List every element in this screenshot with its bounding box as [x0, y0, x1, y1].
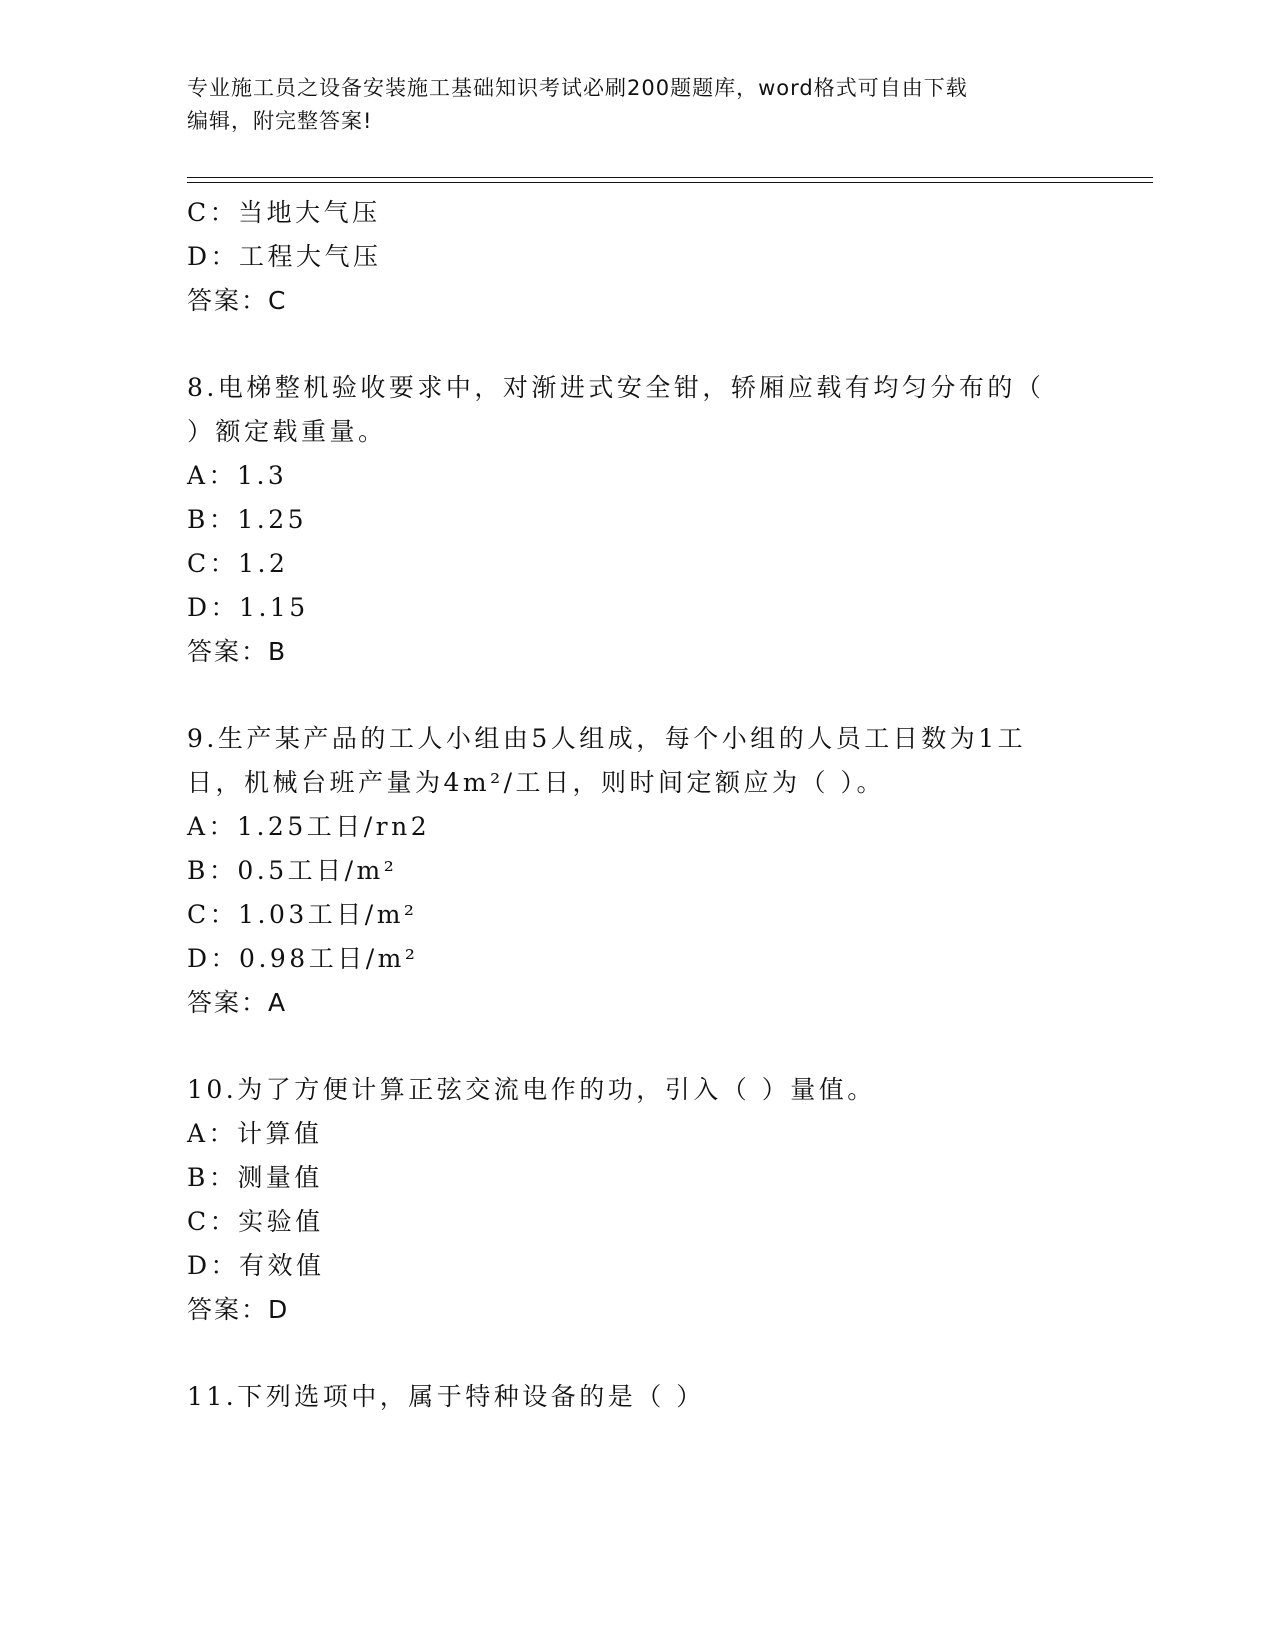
question-9-answer: 答案：A: [187, 988, 288, 1017]
question-9-stem-line-2: 日，机械台班产量为4m²/工日，则时间定额应为（ ）。: [187, 768, 886, 797]
option-c: C：当地大气压: [187, 198, 381, 227]
question-10-answer: 答案：D: [187, 1295, 290, 1324]
question-9-option-d: D：0.98工日/m²: [187, 944, 419, 973]
question-10-stem: 10.为了方便计算正弦交流电作的功，引入（ ）量值。: [187, 1075, 876, 1104]
question-9-option-b: B：0.5工日/m²: [187, 856, 398, 885]
question-11-stem: 11.下列选项中，属于特种设备的是（ ）: [187, 1382, 705, 1411]
document-header: [187, 72, 1067, 138]
question-8-option-d: D：1.15: [187, 593, 309, 622]
question-8-option-a: A：1.3: [187, 461, 288, 490]
header-title-line-2: 编辑，附完整答案!: [187, 109, 373, 133]
question-8-stem-line-2: ）额定载重量。: [187, 417, 387, 446]
question-9-option-c: C：1.03工日/m²: [187, 900, 418, 929]
header-divider-top: [187, 177, 1153, 178]
question-9-option-a: A：1.25工日/rn2: [187, 812, 431, 841]
question-10-option-a: A：计算值: [187, 1119, 323, 1148]
option-d: D：工程大气压: [187, 242, 382, 271]
question-8-answer: 答案：B: [187, 637, 288, 666]
question-9-stem-line-1: 9.生产某产品的工人小组由5人组成，每个小组的人员工日数为1工: [187, 724, 1027, 753]
question-10-option-b: B：测量值: [187, 1163, 323, 1192]
answer-line: 答案：C: [187, 286, 288, 315]
question-8-option-b: B：1.25: [187, 505, 308, 534]
question-10-option-d: D：有效值: [187, 1251, 325, 1280]
question-10-option-c: C：实验值: [187, 1207, 324, 1236]
header-divider-bottom: [187, 182, 1153, 183]
question-8-stem-line-1: 8.电梯整机验收要求中，对渐进式安全钳，轿厢应载有均匀分布的（: [187, 373, 1045, 402]
question-8-option-c: C：1.2: [187, 549, 289, 578]
header-title-line-1: 专业施工员之设备安装施工基础知识考试必刷200题题库，word格式可自由下载: [187, 76, 968, 100]
